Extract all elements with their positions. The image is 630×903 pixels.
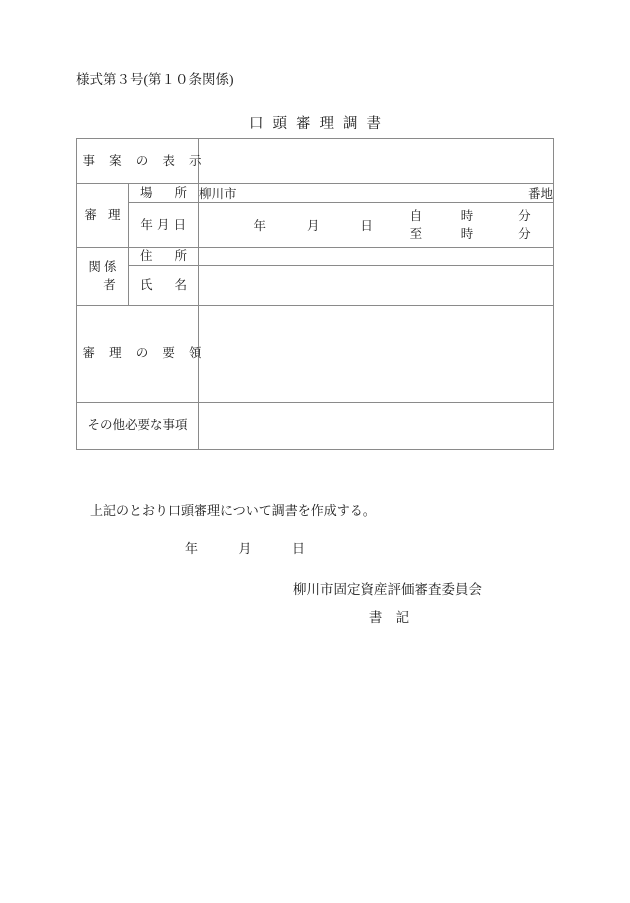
signature-organization: 柳川市固定資産評価審査委員会 [293, 582, 482, 597]
signature-date-day: 日 [292, 541, 306, 556]
label-party-line1: 関 係 [88, 259, 117, 274]
label-address [129, 248, 199, 266]
label-from-to [393, 207, 438, 243]
label-address-char2: 所 [174, 249, 188, 263]
label-minute-from: 分 [518, 208, 531, 223]
label-name-char2: 名 [174, 277, 188, 292]
label-minutes [496, 207, 553, 243]
label-place-banchi: 番地 [528, 187, 554, 201]
label-hour-to: 時 [460, 227, 474, 241]
label-other: その他必要な事項 [77, 402, 199, 449]
value-other[interactable] [199, 402, 554, 449]
label-date: 年 月 日 [129, 203, 199, 248]
label-case-display: 事 案 の 表 示 [77, 139, 199, 184]
label-party-line2: 者 [103, 278, 116, 293]
label-name [129, 265, 199, 305]
value-name[interactable] [199, 265, 554, 305]
signature-date-month: 月 [238, 541, 252, 556]
label-hearing: 審 理 [77, 184, 129, 248]
label-hour-from: 時 [460, 208, 474, 223]
table-row-other [77, 402, 554, 449]
value-place[interactable] [199, 184, 554, 203]
signature-date-year: 年 [185, 541, 199, 556]
value-date-time[interactable] [199, 203, 554, 248]
table-row-party-name [77, 265, 554, 305]
signature-role: 書 記 [368, 610, 415, 625]
value-summary[interactable] [199, 305, 554, 402]
label-summary: 審 理 の 要 領 [77, 305, 199, 402]
table-row-party-address [77, 248, 554, 266]
label-from: 自 [409, 208, 423, 223]
table-row-hearing-place [77, 184, 554, 203]
label-year: 年 [253, 219, 266, 233]
label-place-char1: 場 [140, 185, 153, 200]
closing-statement: 上記のとおり口頭審理について調書を作成する。 [90, 503, 376, 518]
table-row-hearing-date [77, 203, 554, 248]
label-month: 月 [306, 219, 320, 233]
value-address[interactable] [199, 248, 554, 266]
label-hours [438, 207, 495, 243]
value-place-city: 柳川市 [199, 187, 237, 201]
table-row-summary [77, 305, 554, 402]
label-to: 至 [409, 227, 423, 241]
signature-date-line[interactable] [185, 538, 305, 557]
label-address-char1: 住 [140, 249, 153, 263]
label-name-char1: 氏 [140, 277, 153, 292]
label-place-char2: 所 [174, 185, 188, 200]
label-minute-to: 分 [518, 227, 531, 241]
label-place [129, 184, 199, 203]
label-party [77, 248, 129, 306]
value-case-display[interactable] [199, 139, 554, 184]
label-day: 日 [360, 219, 373, 233]
form-number: 様式第３号(第１０条関係) [76, 72, 234, 87]
table-row-case [77, 139, 554, 184]
hearing-record-table [76, 138, 554, 450]
document-title: 口頭審理調書 [249, 116, 390, 132]
